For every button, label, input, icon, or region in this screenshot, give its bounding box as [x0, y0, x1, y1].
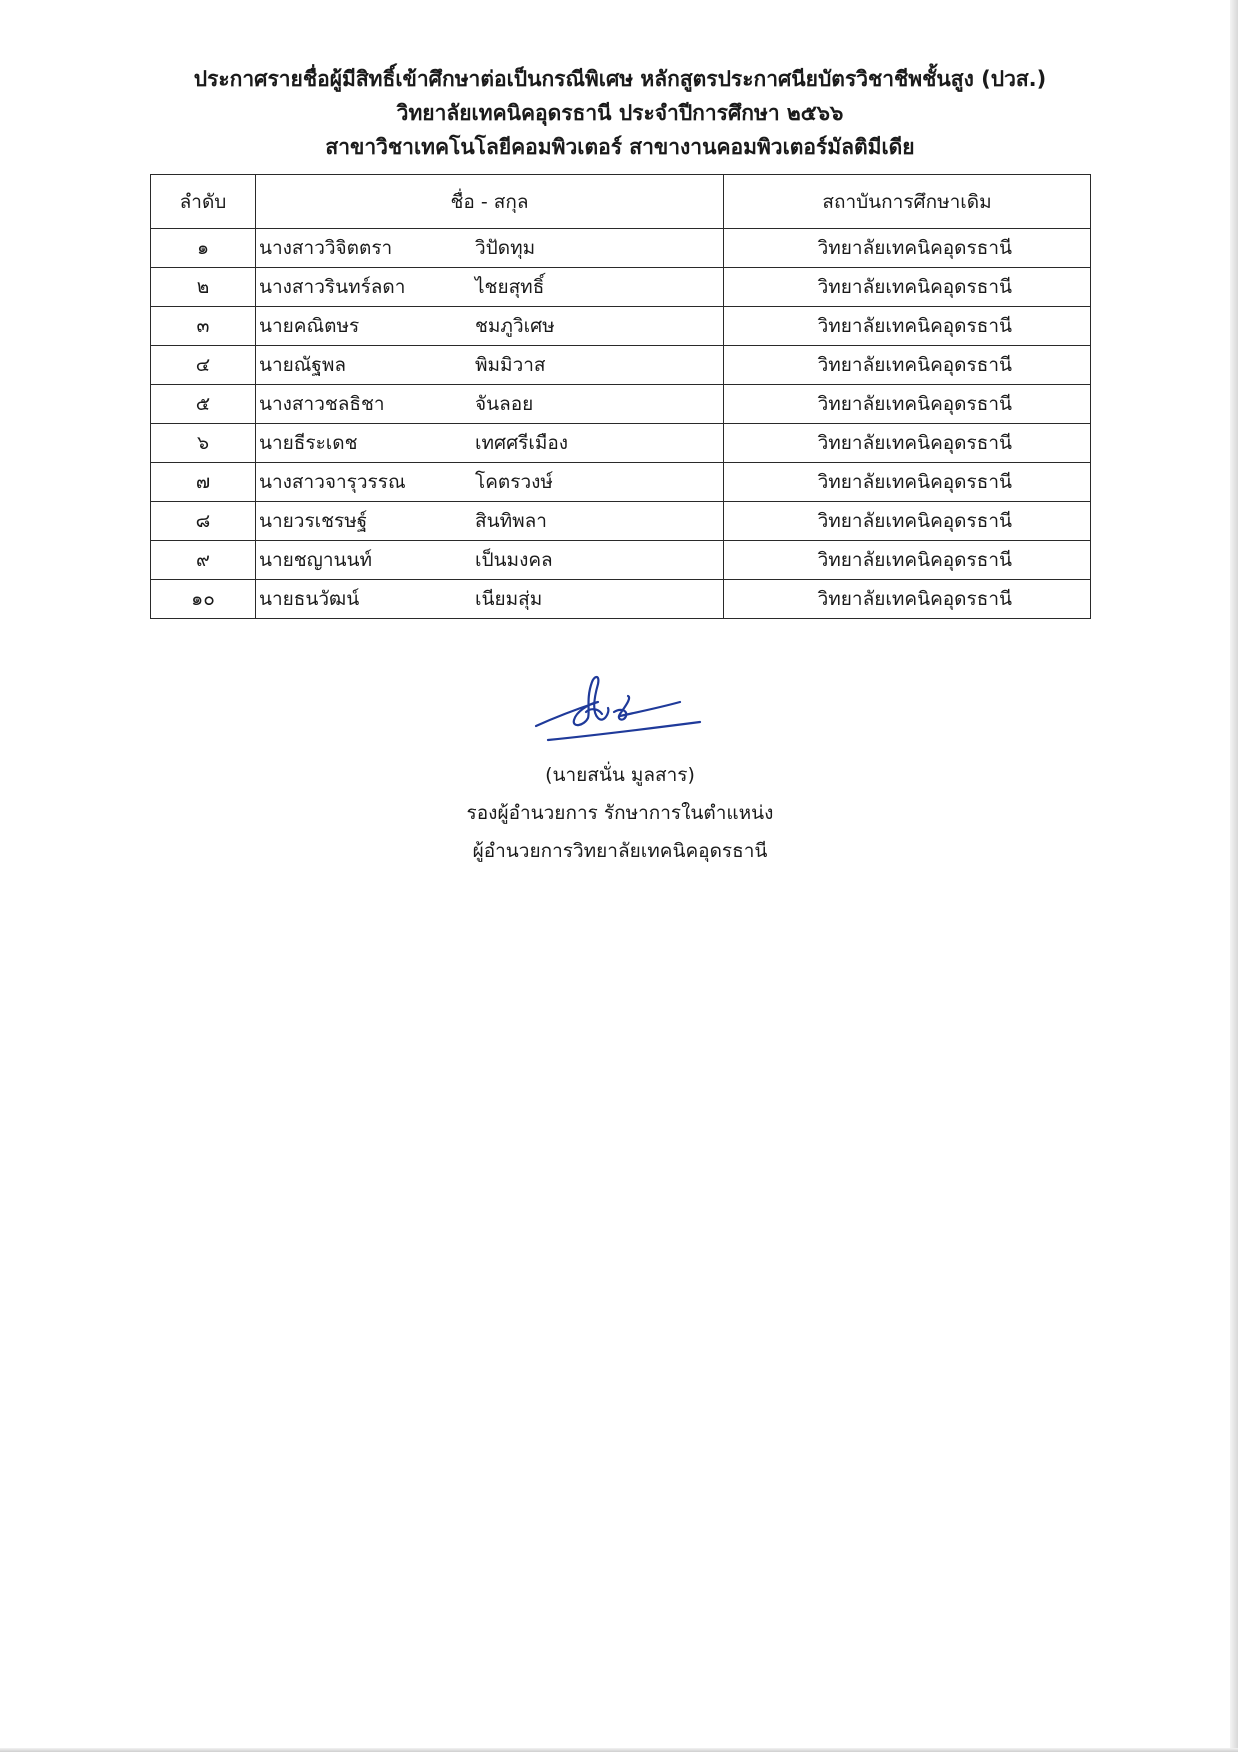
- row-number: ๘: [151, 502, 256, 541]
- last-name: เนียมสุ่ม: [475, 588, 543, 610]
- row-name: [256, 307, 724, 346]
- announcement-title: ประกาศรายชื่อผู้มีสิทธิ์เข้าศึกษาต่อเป็นกรณีพิเศษ หลักสูตรประกาศนียบัตรวิชาชีพชั้นสูง (ปวส.): [193, 67, 1047, 91]
- first-name: นายธีระเดช: [259, 432, 358, 454]
- row-school: วิทยาลัยเทคนิคอุดรธานี: [724, 268, 1091, 307]
- signer-block: [420, 756, 820, 870]
- table-row: [151, 424, 1091, 463]
- row-number: ๒: [151, 268, 256, 307]
- row-name: [256, 268, 724, 307]
- department-and-program: สาขาวิชาเทคโนโลยีคอมพิวเตอร์ สาขางานคอมพิวเตอร์มัลติมีเดีย: [325, 135, 915, 159]
- first-name: นายคณิตษร: [259, 315, 360, 337]
- row-name: [256, 580, 724, 619]
- column-header-name: ชื่อ - สกุล: [256, 175, 724, 229]
- row-school: วิทยาลัยเทคนิคอุดรธานี: [724, 229, 1091, 268]
- table-row: [151, 541, 1091, 580]
- table-row: [151, 229, 1091, 268]
- table-row: [151, 502, 1091, 541]
- table-row: [151, 268, 1091, 307]
- row-school: วิทยาลัยเทคนิคอุดรธานี: [724, 463, 1091, 502]
- first-name: นายธนวัฒน์: [259, 588, 360, 610]
- first-name: นางสาววิจิตตรา: [259, 237, 393, 259]
- row-school: วิทยาลัยเทคนิคอุดรธานี: [724, 580, 1091, 619]
- last-name: เป็นมงคล: [475, 549, 553, 571]
- row-name: [256, 229, 724, 268]
- row-school: วิทยาลัยเทคนิคอุดรธานี: [724, 502, 1091, 541]
- row-name: [256, 463, 724, 502]
- row-school: วิทยาลัยเทคนิคอุดรธานี: [724, 307, 1091, 346]
- row-name: [256, 385, 724, 424]
- row-school: วิทยาลัยเทคนิคอุดรธานี: [724, 424, 1091, 463]
- row-school: วิทยาลัยเทคนิคอุดรธานี: [724, 541, 1091, 580]
- row-name: [256, 541, 724, 580]
- row-number: ๑๐: [151, 580, 256, 619]
- row-number: ๔: [151, 346, 256, 385]
- last-name: สินทิพลา: [475, 510, 547, 532]
- first-name: นายณัฐพล: [259, 354, 347, 376]
- first-name: นางสาวชลธิชา: [259, 393, 385, 415]
- column-header-number: ลำดับ: [151, 175, 256, 229]
- row-number: ๓: [151, 307, 256, 346]
- handwritten-signature: [528, 668, 708, 748]
- row-school: วิทยาลัยเทคนิคอุดรธานี: [724, 346, 1091, 385]
- document-header: [150, 62, 1090, 164]
- row-number: ๑: [151, 229, 256, 268]
- row-number: ๕: [151, 385, 256, 424]
- last-name: วิปัดทุม: [475, 237, 536, 259]
- last-name: เทศศรีเมือง: [475, 432, 569, 454]
- last-name: จันลอย: [475, 393, 534, 415]
- row-number: ๖: [151, 424, 256, 463]
- row-school: วิทยาลัยเทคนิคอุดรธานี: [724, 385, 1091, 424]
- first-name: นางสาวรินทร์ลดา: [259, 276, 406, 298]
- college-and-year: วิทยาลัยเทคนิคอุดรธานี ประจำปีการศึกษา ๒๕๖๖: [396, 101, 844, 125]
- row-name: [256, 424, 724, 463]
- page-edge-shadow: [1230, 0, 1238, 1752]
- last-name: โคตรวงษ์: [475, 471, 553, 493]
- first-name: นายชญานนท์: [259, 549, 373, 571]
- last-name: ชมภูวิเศษ: [475, 315, 555, 337]
- signer-title: ผู้อำนวยการวิทยาลัยเทคนิคอุดรธานี: [472, 840, 768, 862]
- table-row: [151, 346, 1091, 385]
- page-bottom-shadow: [0, 1748, 1238, 1752]
- first-name: นายวรเชรษฐ์: [259, 510, 368, 532]
- last-name: ไชยสุทธิ์: [475, 276, 545, 298]
- table-row: [151, 580, 1091, 619]
- signer-position: รองผู้อำนวยการ รักษาการในตำแหน่ง: [466, 802, 774, 824]
- row-name: [256, 346, 724, 385]
- candidate-table: [150, 174, 1091, 619]
- first-name: นางสาวจารุวรรณ: [259, 471, 406, 493]
- column-header-school: สถาบันการศึกษาเดิม: [724, 175, 1091, 229]
- row-number: ๙: [151, 541, 256, 580]
- signer-name: (นายสนั่น มูลสาร): [545, 764, 695, 786]
- last-name: พิมมิวาส: [475, 354, 546, 376]
- table-header-row: [151, 175, 1091, 229]
- table-row: [151, 385, 1091, 424]
- table-row: [151, 307, 1091, 346]
- row-name: [256, 502, 724, 541]
- table-row: [151, 463, 1091, 502]
- row-number: ๗: [151, 463, 256, 502]
